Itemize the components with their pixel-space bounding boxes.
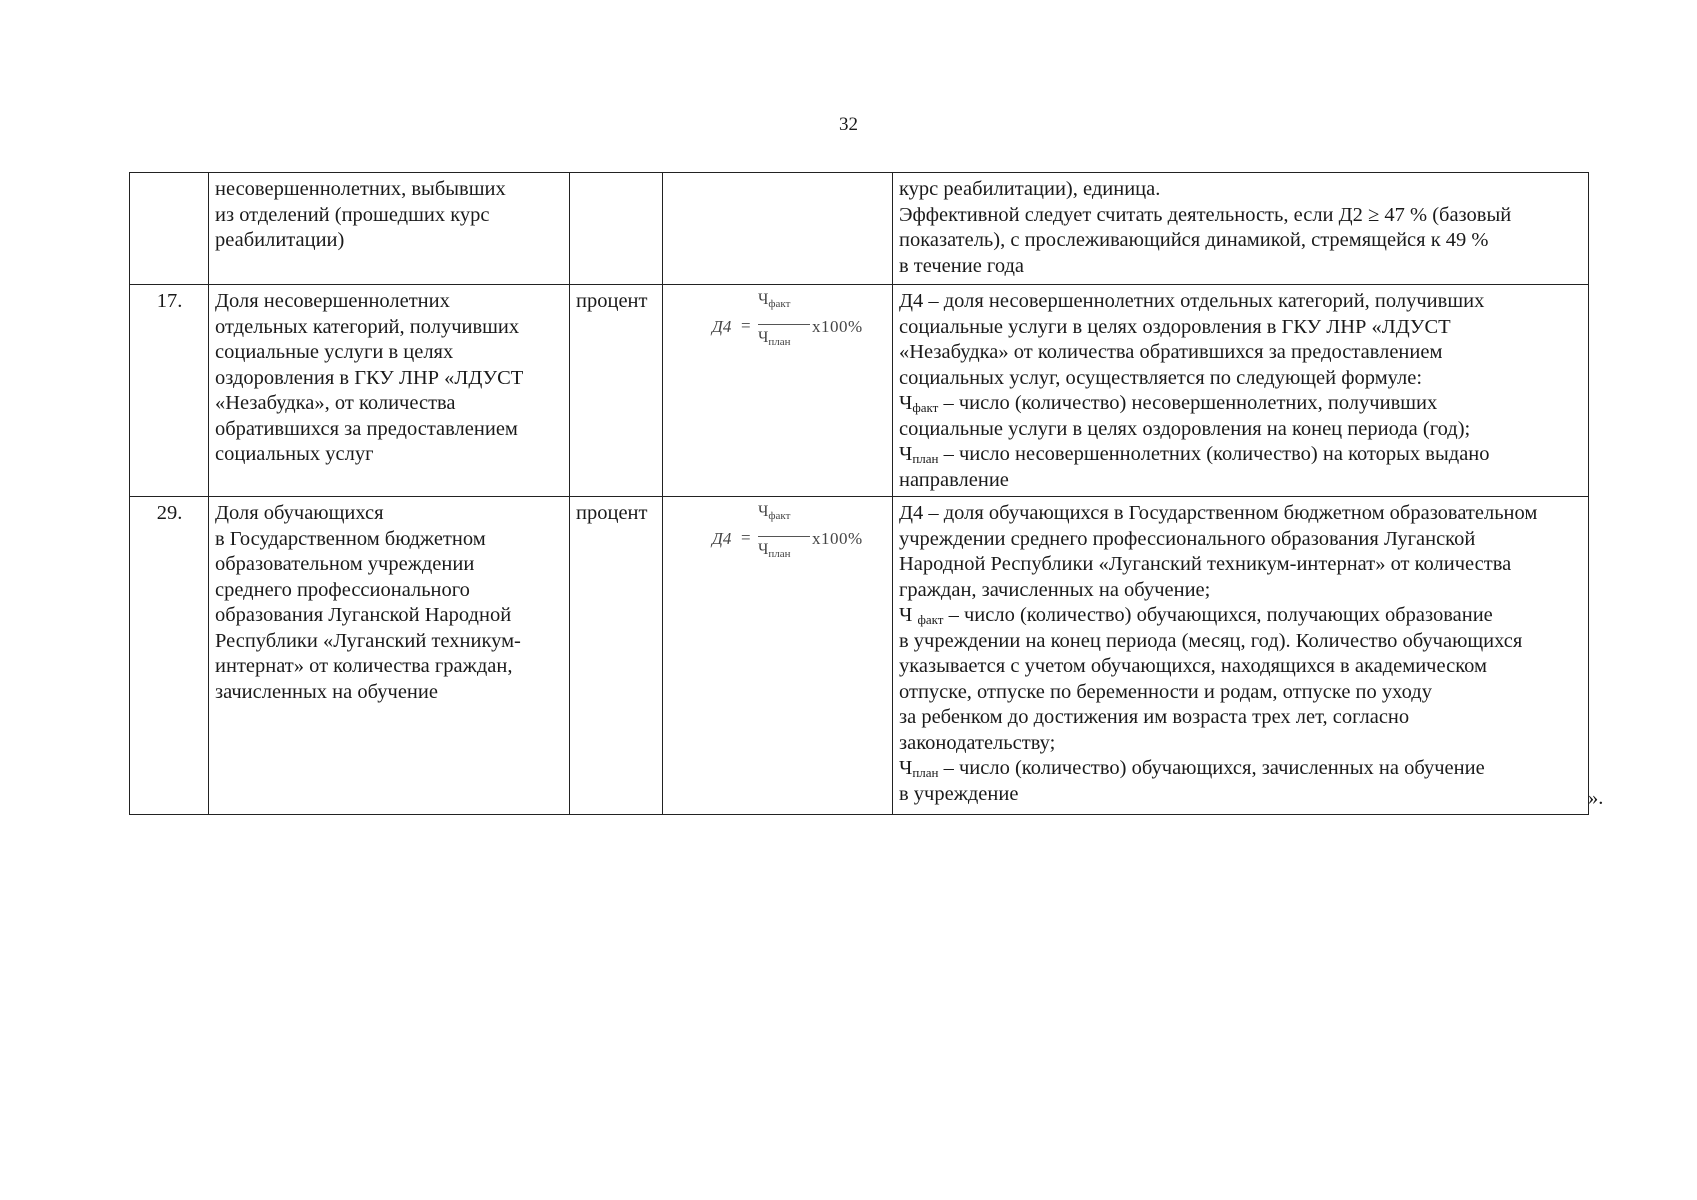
text-line: образовательном учреждении xyxy=(215,553,475,575)
row-number-cell: 29. xyxy=(130,497,209,815)
formula-equals: = xyxy=(741,528,751,547)
table-row xyxy=(130,285,1589,497)
formula-cell xyxy=(663,497,893,815)
denominator-base: Ч xyxy=(758,329,769,346)
unit-cell: процент xyxy=(570,285,663,497)
text-line: социальные услуги в целях оздоровления в ГКУ ЛНР «ЛДУСТ xyxy=(899,315,1451,338)
indicators-table xyxy=(129,172,1589,815)
text-line: курс реабилитации), единица. xyxy=(899,178,1161,200)
text-line: социальных услуг, осуществляется по следующей формуле: xyxy=(899,366,1423,389)
denominator-base: Ч xyxy=(758,541,769,558)
text-line: в течение года xyxy=(899,254,1025,277)
text-line: граждан, зачисленных на обучение; xyxy=(899,578,1211,601)
text-line: Д4 – доля несовершеннолетних отдельных категорий, получивших xyxy=(899,290,1485,312)
denominator-subscript: план xyxy=(768,336,791,348)
text-line: отдельных категорий, получивших xyxy=(215,315,520,338)
text-line: в учреждение xyxy=(899,782,1019,805)
text-line: из отделений (прошедших курс xyxy=(215,203,490,226)
formula xyxy=(678,289,878,359)
formula-cell xyxy=(663,173,893,285)
text-line: Доля обучающихся xyxy=(215,502,384,524)
text-line: оздоровления в ГКУ ЛНР «ЛДУСТ xyxy=(215,366,524,389)
table-row xyxy=(130,173,1589,285)
symbol-base: Ч xyxy=(899,604,913,626)
text-line: Эффективной следует считать деятельность, если Д2 ≥ 47 % (базовый xyxy=(899,203,1512,226)
text-line: обратившихся за предоставлением xyxy=(215,417,518,440)
text-line: образования Луганской Народной xyxy=(215,604,512,626)
text-line xyxy=(899,756,1583,782)
formula-equals: = xyxy=(741,316,751,335)
symbol-base: Ч xyxy=(899,443,913,465)
page-number: 32 xyxy=(839,114,858,135)
indicator-name-cell xyxy=(209,285,570,497)
text-line: отпуске, отпуске по беременности и родам, отпуске по уходу xyxy=(899,680,1432,703)
text-line: Народной Республики «Луганский техникум-интернат» от количества xyxy=(899,553,1512,575)
text-line: «Незабудка», от количества xyxy=(215,392,456,414)
text-line: реабилитации) xyxy=(215,229,345,251)
formula-denominator xyxy=(758,325,791,356)
text-line xyxy=(899,603,1583,629)
text-line: среднего профессионального xyxy=(215,578,470,601)
formula-multiplier: х100% xyxy=(812,317,863,336)
symbol-base: Ч xyxy=(899,392,913,414)
text-line: учреждении среднего профессионального образования Луганской xyxy=(899,527,1476,550)
text-fragment: – число (количество) обучающихся, получающих образование xyxy=(943,604,1493,626)
indicator-name-cell xyxy=(209,173,570,285)
unit-cell: процент xyxy=(570,497,663,815)
symbol-subscript: факт xyxy=(917,612,944,627)
text-line: социальные услуги в целях xyxy=(215,341,454,363)
symbol-subscript: план xyxy=(912,451,939,466)
text-line: направление xyxy=(899,468,1009,491)
symbol-subscript: факт xyxy=(912,400,939,415)
formula-multiplier: х100% xyxy=(812,529,863,548)
closing-quote-mark: ». xyxy=(1588,787,1604,809)
text-line: в учреждении на конец периода (месяц, год). Количество обучающихся xyxy=(899,629,1523,652)
text-line: за ребенком до достижения им возраста трех лет, согласно xyxy=(899,706,1410,728)
formula-cell xyxy=(663,285,893,497)
description-cell xyxy=(893,173,1589,285)
text-line: показатель), с прослеживающийся динамикой, стремящейся к 49 % xyxy=(899,229,1489,251)
row-number-cell xyxy=(130,173,209,285)
numerator-subscript: факт xyxy=(768,298,791,310)
unit-cell xyxy=(570,173,663,285)
symbol-subscript: план xyxy=(912,765,939,780)
indicator-name-cell xyxy=(209,497,570,815)
denominator-subscript: план xyxy=(768,548,791,560)
formula-numerator xyxy=(758,499,790,530)
symbol-base: Ч xyxy=(899,757,913,779)
text-line xyxy=(899,442,1583,468)
text-line: социальных услуг xyxy=(215,443,374,465)
text-line: «Незабудка» от количества обратившихся за предоставлением xyxy=(899,341,1443,363)
text-line xyxy=(899,391,1583,417)
text-line: Д4 – доля обучающихся в Государственном бюджетном образовательном xyxy=(899,502,1538,524)
numerator-base: Ч xyxy=(758,503,769,520)
formula-lhs: Д4 xyxy=(712,529,732,548)
formula xyxy=(678,501,878,571)
text-line: указывается с учетом обучающихся, находящихся в академическом xyxy=(899,655,1487,677)
text-fragment: – число (количество) обучающихся, зачисленных на обучение xyxy=(938,757,1485,779)
text-line: социальные услуги в целях оздоровления на конец периода (год); xyxy=(899,417,1471,440)
text-line: Республики «Луганский техникум- xyxy=(215,629,521,652)
description-cell xyxy=(893,285,1589,497)
text-line: законодательству; xyxy=(899,731,1056,754)
description-cell xyxy=(893,497,1589,815)
formula-lhs: Д4 xyxy=(712,317,732,336)
text-fragment: – число несовершеннолетних (количество) на которых выдано xyxy=(938,443,1490,465)
text-line: зачисленных на обучение xyxy=(215,680,438,703)
text-line: Доля несовершеннолетних xyxy=(215,290,450,312)
numerator-base: Ч xyxy=(758,291,769,308)
numerator-subscript: факт xyxy=(768,510,791,522)
text-line: несовершеннолетних, выбывших xyxy=(215,178,506,200)
table-row xyxy=(130,497,1589,815)
text-line: в Государственном бюджетном xyxy=(215,527,486,550)
row-number-cell: 17. xyxy=(130,285,209,497)
formula-denominator xyxy=(758,537,791,568)
text-line: интернат» от количества граждан, xyxy=(215,655,513,677)
text-fragment: – число (количество) несовершеннолетних, получивших xyxy=(938,392,1438,414)
formula-numerator xyxy=(758,287,790,318)
